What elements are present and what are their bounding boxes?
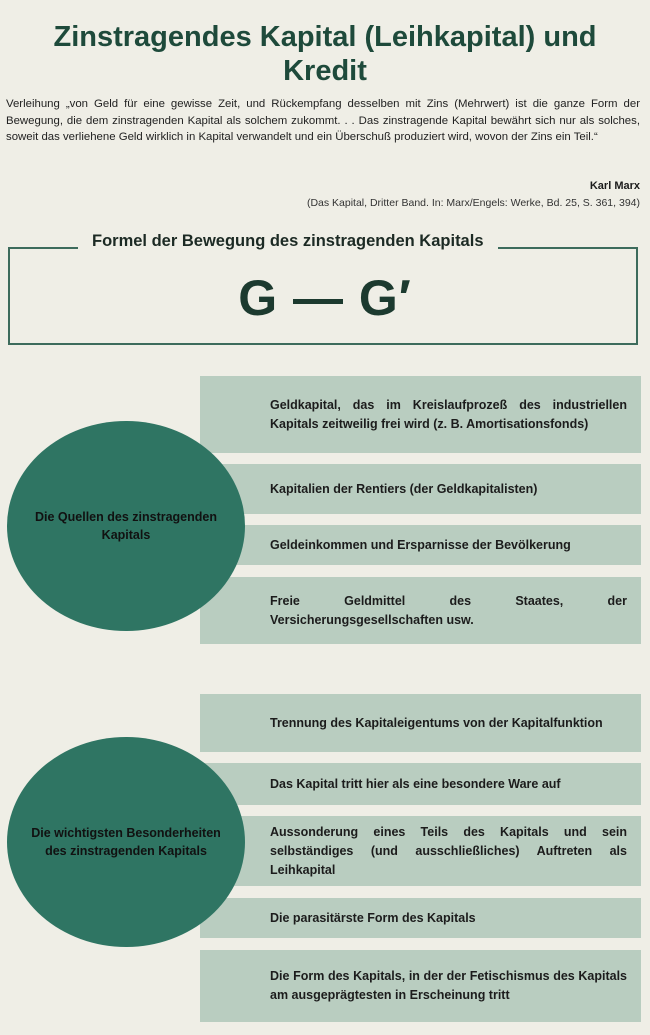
marx-quote: Verleihung „von Geld für eine gewisse Zeit, und Rückempfang desselben mit Zins (Mehrwert) ist die ganze Form der Bewegung, die dem zinstragenden Kapital als solchem zukommt. . . Das zinstragende Kapital bewährt sich nur als solches, soweit das verliehene Geld wirklich in Kapital verwandelt und ein Überschuß produziert wird, wovon der Zins ein Teil.“ [6, 98, 640, 143]
page-title-line-2: Kredit [283, 55, 367, 87]
source-item-2: Kapitalien der Rentiers (der Geldkapitalisten) [200, 464, 641, 514]
feature-item-1: Trennung des Kapitaleigentums von der Kapitalfunktion [200, 694, 641, 752]
features-circle [7, 737, 245, 947]
source-item-3: Geldeinkommen und Ersparnisse der Bevölkerung [200, 525, 641, 565]
features-circle-label: Die wichtigsten Besonderheiten des zinstragenden Kapitals [31, 826, 221, 858]
quote-source: (Das Kapital, Dritter Band. In: Marx/Engels: Werke, Bd. 25, S. 361, 394) [306, 197, 640, 209]
source-item-1: Geldkapital, das im Kreislaufprozeß des industriellen Kapitals zeitweilig frei wird (z. B. Amortisationsfonds) [200, 376, 641, 453]
sources-circle-label: Die Quellen des zinstragenden Kapitals [35, 510, 217, 542]
quote-author: Karl Marx [589, 180, 640, 192]
page-title-line-1: Zinstragendes Kapital (Leihkapital) und [53, 21, 597, 53]
formula-heading: Formel der Bewegung des zinstragenden Kapitals [78, 232, 498, 251]
source-item-4: Freie Geldmittel des Staates, der Versicherungsgesellschaften usw. [200, 577, 641, 644]
sources-circle [7, 421, 245, 631]
formula-expression: G — G′ [238, 270, 412, 326]
feature-item-5: Die Form des Kapitals, in der der Fetischismus des Kapitals am ausgeprägtesten in Erscheinung tritt [200, 950, 641, 1022]
feature-item-4: Die parasitärste Form des Kapitals [200, 898, 641, 938]
feature-item-2: Das Kapital tritt hier als eine besondere Ware auf [200, 763, 641, 805]
page-title [0, 20, 650, 88]
feature-item-3: Aussonderung eines Teils des Kapitals und sein selbständiges (und ausschließliches) Auftreten als Leihkapital [200, 816, 641, 886]
